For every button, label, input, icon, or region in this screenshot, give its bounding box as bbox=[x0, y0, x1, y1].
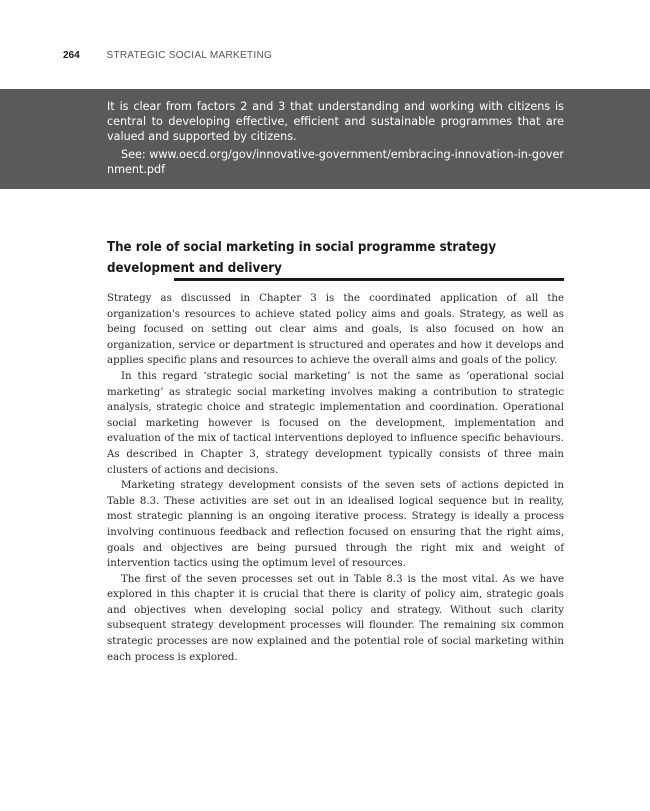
heading-rule bbox=[174, 278, 564, 281]
paragraph: In this regard ‘strategic social marketing’ is not the same as ‘operational social marketing’ as strategic social marketing involves making a contribution to strategic analysis, strategic choice and strategic implementation and coordination. Operational social marketing however is focused on the development, implementation and evaluation of the mix of tactical interventions deployed to influence specific behaviours. As described in Chapter 3, strategy development typically consists of three main clusters of actions and decisions. bbox=[107, 370, 564, 476]
paragraph: The first of the seven processes set out in Table 8.3 is the most vital. As we have explored in this chapter it is crucial that there is clarity of policy aim, strategic goals and objectives when developing social policy and strategy. Without such clarity subsequent strategy development processes will flounder. The remaining six common strategic processes are now explained and the potential role of social marketing within each process is explored. bbox=[107, 573, 564, 663]
info-box-text: It is clear from factors 2 and 3 that understanding and working with citizens is central to developing effective, efficient and sustainable programmes that are valued and supported by citizens. bbox=[107, 100, 564, 144]
info-box bbox=[0, 89, 650, 189]
paragraph: Strategy as discussed in Chapter 3 is the coordinated application of all the organization's resources to achieve stated policy aims and goals. Strategy, as well as being focused on setting out clear aims and goals, is also focused on how an organization, service or department is structured and operates and how it develops and applies specific plans and resources to achieve the overall aims and goals of the policy. bbox=[107, 293, 564, 367]
page-number: 264 bbox=[63, 50, 80, 61]
body-text bbox=[107, 291, 564, 665]
info-box-reference: See: www.oecd.org/gov/innovative-government/embracing-innovation-in-government.pdf bbox=[107, 148, 564, 177]
section-heading: The role of social marketing in social programme strategy development and delivery bbox=[107, 240, 497, 276]
running-head bbox=[63, 50, 563, 64]
running-title: STRATEGIC SOCIAL MARKETING bbox=[106, 50, 273, 61]
paragraph: Marketing strategy development consists of the seven sets of actions depicted in Table 8.3. These activities are set out in an idealised logical sequence but in reality, most strategic planning is an ongoing iterative process. Strategy is ideally a process involving continuous feedback and reflection focused on ensuring that the right aims, goals and objectives are being pursued through the right mix and weight of intervention tactics using the optimum level of resources. bbox=[107, 480, 564, 570]
